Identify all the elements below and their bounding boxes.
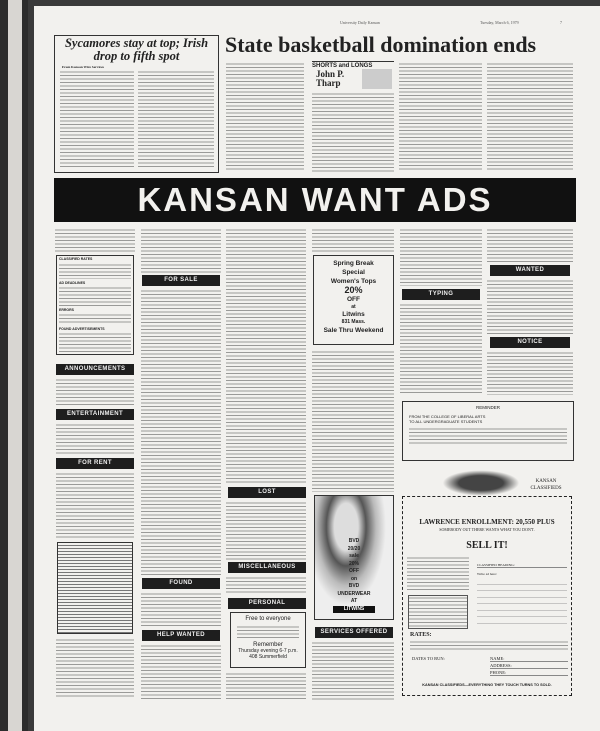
personal-text	[226, 672, 306, 700]
section-for-rent: FOR RENT	[56, 458, 134, 469]
section-services-offered: SERVICES OFFERED	[315, 627, 393, 638]
sports-byline: From Kansan Wire Services	[62, 65, 105, 69]
notice-text	[487, 351, 573, 395]
sports-text-right	[138, 70, 214, 168]
section-miscellaneous: MISCELLANEOUS	[228, 562, 306, 573]
sell-it-heading: SELL IT!	[466, 540, 508, 551]
deadlines-box	[408, 595, 468, 629]
personal-ad-title: Free to everyone	[245, 616, 291, 622]
section-wanted: WANTED	[490, 265, 570, 276]
address-field[interactable]: ADDRESS:	[490, 663, 568, 669]
bvd-line10: LITWINS	[333, 606, 375, 614]
phone-field[interactable]: PHONE:	[490, 670, 568, 676]
dates-to-run-field[interactable]: DATES TO RUN:	[412, 656, 445, 661]
reminder-title: REMINDER	[475, 405, 500, 410]
rates-title: CLASSIFIED RATES	[59, 257, 93, 261]
apartment-ad	[57, 542, 133, 634]
article-column-3	[399, 62, 482, 172]
reminder-from: FROM THE COLLEGE OF LIBERAL ARTS	[409, 414, 486, 419]
classifieds-logo: KANSAN CLASSIFIEDS	[530, 479, 562, 491]
personal-ad-text	[237, 625, 299, 639]
main-headline: State basketball domination ends	[225, 32, 537, 57]
col4-text-2	[312, 350, 394, 492]
services-text	[312, 641, 394, 700]
errors-title: ERRORS	[59, 308, 74, 312]
bvd-line4: 20%	[348, 560, 359, 567]
classified-heading-field[interactable]: CLASSIFIED HEADING:	[477, 563, 567, 568]
section-lost: LOST	[228, 487, 306, 498]
bvd-line3: sale	[349, 553, 359, 559]
sports-text-left	[60, 70, 134, 168]
spring-ad-line9: Sale Thru Weekend	[323, 327, 384, 334]
column-title: SHORTS and LONGS	[312, 61, 394, 69]
personal-ad-place: 408 Summerfield	[249, 654, 287, 660]
bvd-line1: BVD	[348, 538, 360, 544]
rates-table	[59, 263, 131, 279]
section-notice: NOTICE	[490, 337, 570, 348]
spring-ad-line3: Women's Tops	[330, 278, 377, 285]
reminder-to: TO ALL UNDERGRADUATE STUDENTS	[409, 419, 483, 424]
adjacent-page-strip	[8, 0, 22, 731]
for-sale-text	[141, 289, 221, 575]
for-rent-more-text	[56, 638, 134, 698]
deadlines-table	[59, 286, 131, 306]
spring-ad-line4: 20%	[344, 285, 363, 295]
spring-ad-line1: Spring Break	[333, 260, 374, 267]
spring-break-ad	[313, 255, 394, 345]
classifieds-footer: KANSAN CLASSIFIEDS—EVERYTHING THEY TOUCH TURNS TO SOLD.	[422, 683, 552, 687]
entertainment-text	[56, 423, 134, 456]
bvd-line2: 20/20	[347, 545, 361, 552]
column-author: John P. Tharp	[316, 69, 345, 88]
col2-text	[141, 228, 221, 274]
personal-ad-remember: Remember	[253, 642, 283, 648]
bvd-line5: OFF	[349, 568, 359, 574]
write-ad-label: Write ad here:	[477, 572, 497, 576]
reminder-text	[409, 427, 567, 445]
col5-text	[400, 228, 482, 286]
found-ads-title: FOUND ADVERTISEMENTS	[59, 327, 105, 331]
errors-text	[59, 313, 131, 325]
bvd-line8: UNDERWEAR	[337, 590, 371, 597]
rates-label: RATES:	[410, 632, 432, 638]
col3-text	[226, 228, 306, 484]
want-ads-banner: KANSAN WANT ADS	[54, 178, 576, 222]
golfer-illustration	[362, 69, 392, 89]
article-column-2	[312, 92, 394, 172]
masthead-date: Tuesday, March 6, 1979	[480, 20, 519, 25]
section-found: FOUND	[142, 578, 220, 589]
sports-headline: Sycamores stay at top; Irish drop to fifth spot	[64, 36, 209, 63]
section-entertainment: ENTERTAINMENT	[56, 409, 134, 420]
found-ads-text	[59, 332, 131, 352]
typing-text	[400, 303, 482, 395]
name-field[interactable]: NAME:	[490, 656, 568, 662]
classifieds-illustration	[436, 468, 526, 498]
section-typing: TYPING	[402, 289, 480, 300]
section-for-sale: FOR SALE	[142, 275, 220, 286]
enrollment-heading: LAWRENCE ENROLLMENT: 20,550 PLUS	[419, 518, 555, 526]
spring-ad-line6: at	[351, 304, 356, 310]
bvd-ad	[314, 495, 394, 620]
section-personal: PERSONAL	[228, 598, 306, 609]
enrollment-tagline: SOMEBODY OUT THERE WANTS WHAT YOU DON'T.	[439, 527, 535, 532]
deadlines-title: AD DEADLINES	[59, 281, 86, 285]
col6-text	[487, 228, 573, 264]
help-wanted-text	[141, 644, 221, 700]
section-announcements: ANNOUNCEMENTS	[56, 364, 134, 375]
article-column-1	[226, 62, 304, 172]
for-rent-text	[56, 472, 134, 538]
personal-ad-time: Thursday evening 6-7 p.m.	[238, 648, 298, 654]
miscellaneous-text	[226, 576, 306, 594]
page-number: 7	[560, 20, 562, 25]
bvd-line9: AT	[350, 598, 358, 604]
announcements-text	[56, 378, 134, 406]
write-ad-field[interactable]	[477, 578, 567, 628]
personal-ad	[230, 612, 306, 668]
spring-ad-line8: 831 Mass.	[341, 319, 366, 325]
lost-text	[226, 501, 306, 560]
masthead-paper: University Daily Kansan	[340, 20, 380, 25]
section-help-wanted: HELP WANTED	[142, 630, 220, 641]
col4-text	[312, 228, 394, 252]
spring-ad-line2: Special	[342, 269, 365, 276]
spring-ad-line7: Litwins	[342, 311, 365, 318]
spring-ad-line5: OFF	[347, 296, 360, 303]
found-text	[141, 592, 221, 628]
bvd-line6: on	[350, 575, 358, 582]
wanted-text	[487, 279, 573, 335]
rates-table-form	[410, 640, 568, 652]
sell-it-text	[407, 556, 469, 590]
article-column-4	[487, 62, 573, 172]
reminder-box	[402, 401, 574, 461]
bvd-line7: BVD	[348, 583, 360, 589]
intro-text	[55, 228, 135, 253]
